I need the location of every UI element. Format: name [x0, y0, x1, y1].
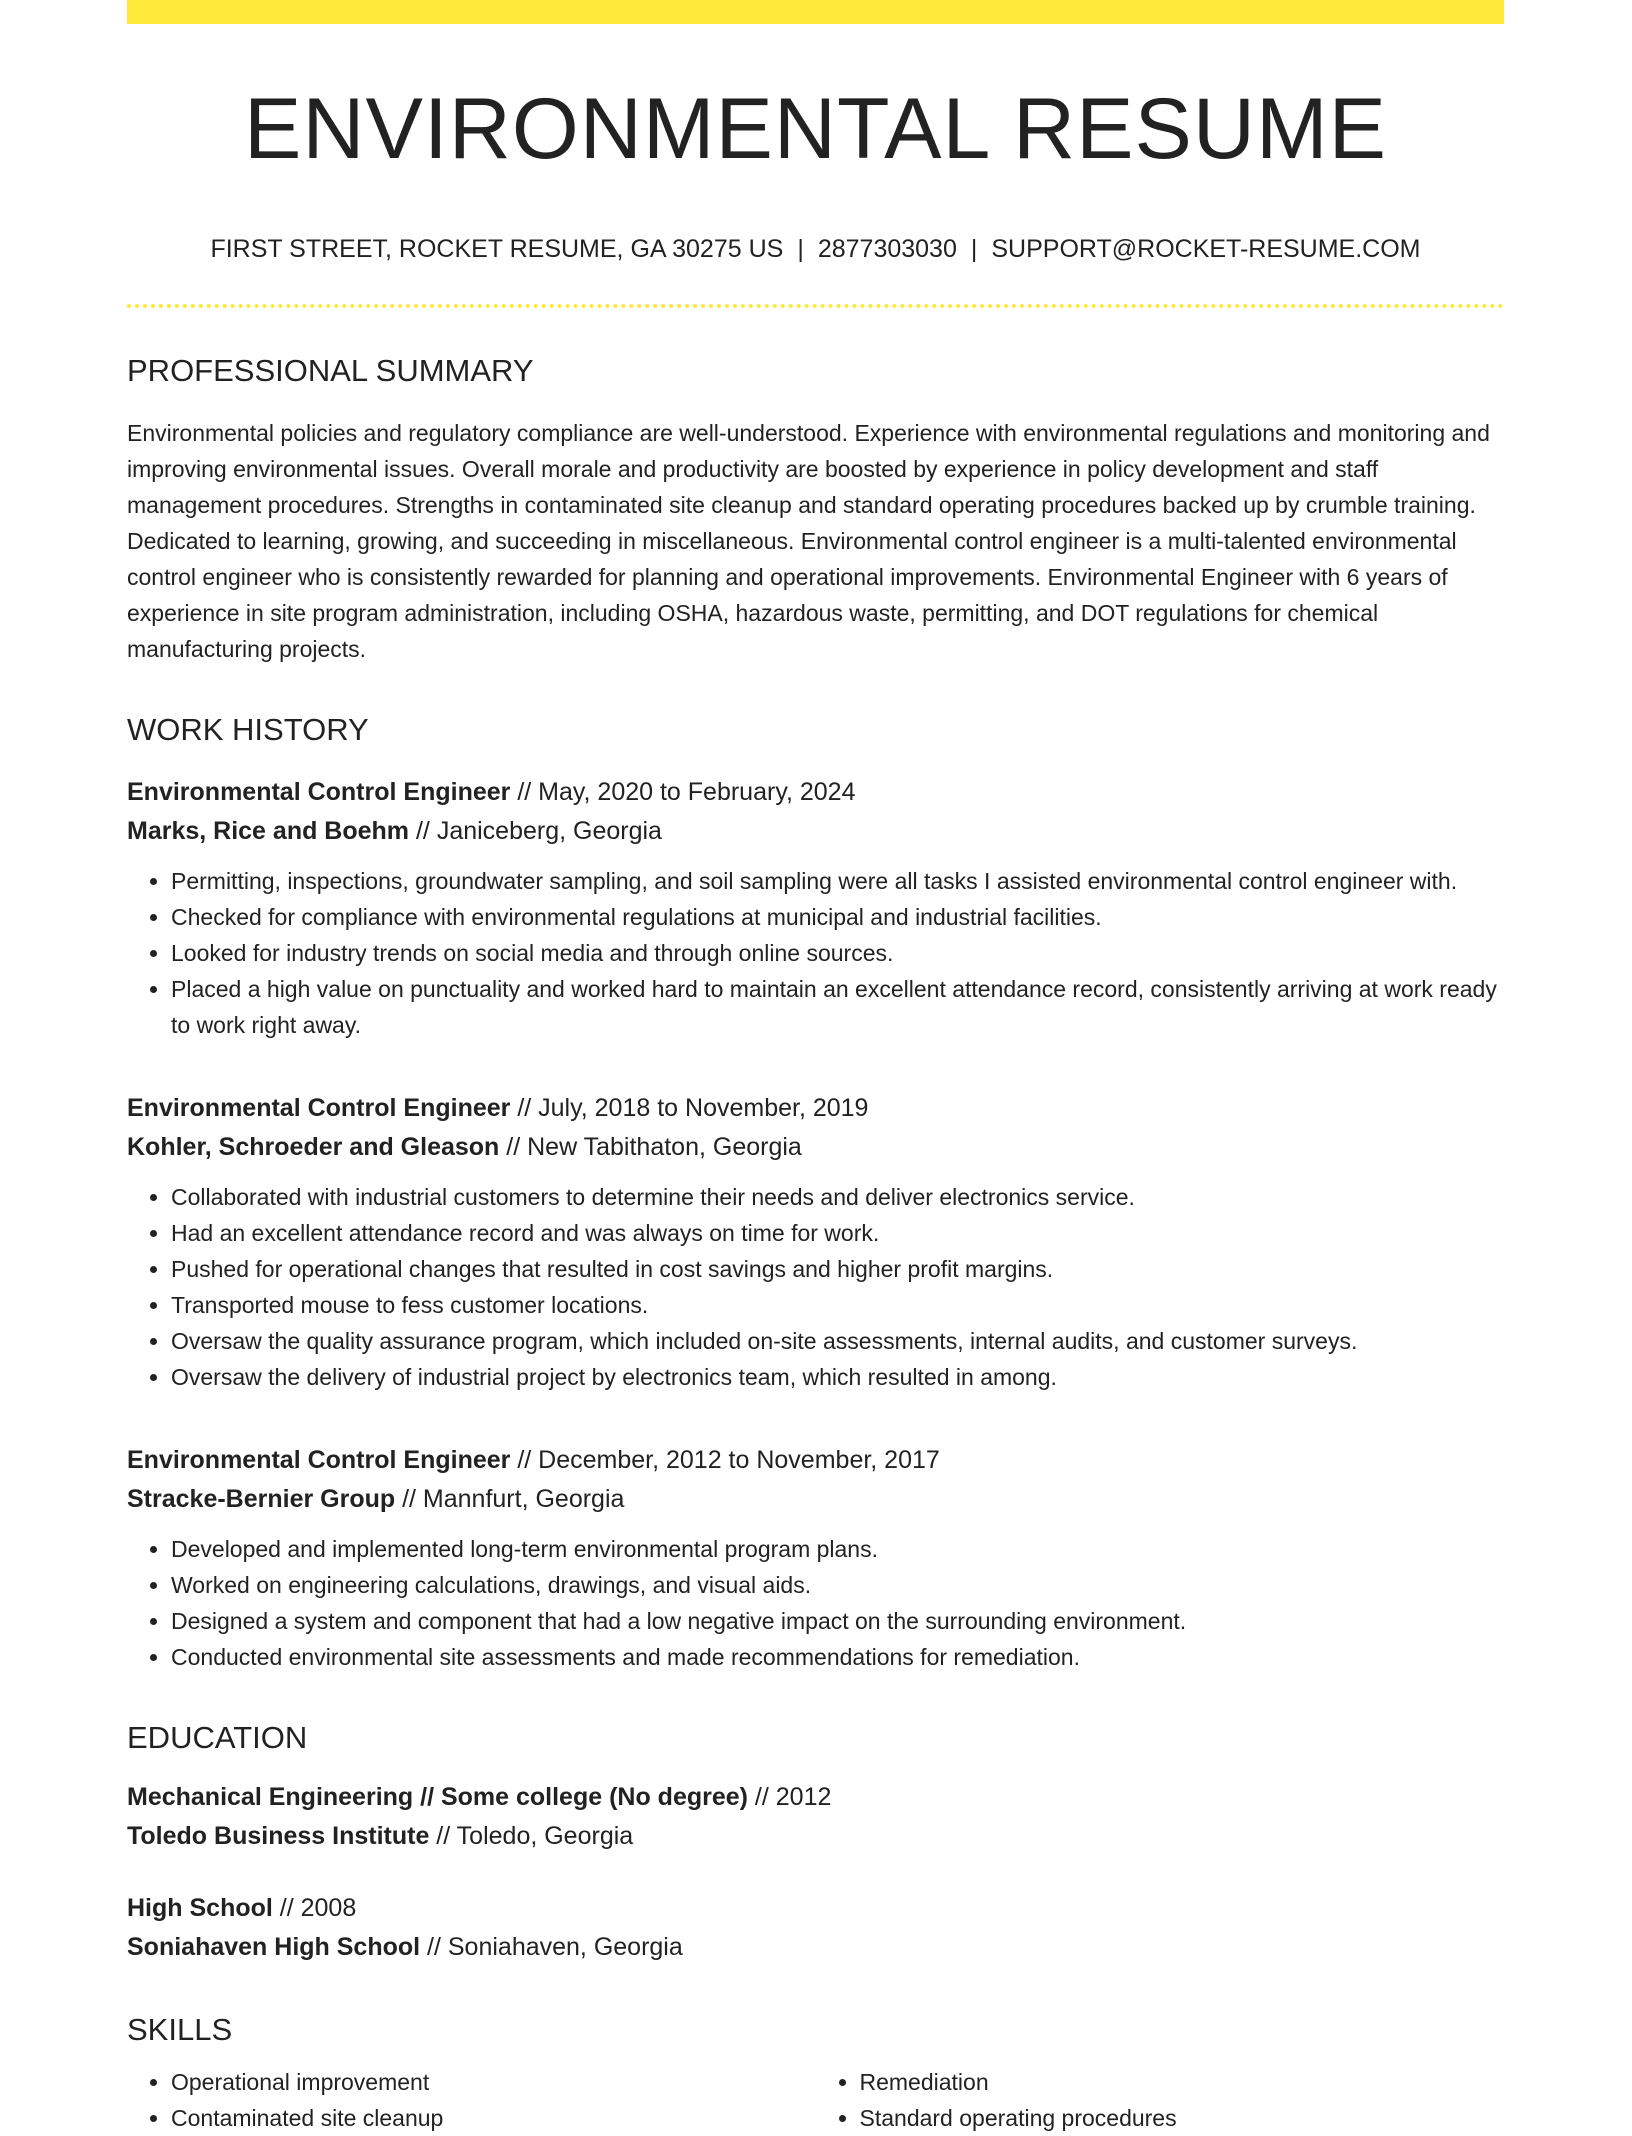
job-bullet: • Conducted environmental site assessments and made recommendations for remediation. [171, 1639, 1504, 1675]
job-entry [127, 773, 1504, 1043]
work-history-heading: WORK HISTORY [127, 712, 369, 748]
job-dates: // May, 2020 to February, 2024 [510, 777, 856, 806]
job-title: Environmental Control Engineer [127, 1445, 511, 1474]
job-bullets [127, 863, 1504, 1043]
education-degree: High School [127, 1893, 273, 1922]
skills-right-column [816, 2064, 1505, 2136]
job-bullet: • Worked on engineering calculations, drawings, and visual aids. [171, 1567, 1504, 1603]
job-title: Environmental Control Engineer [127, 777, 511, 806]
skill-item: • Standard operating procedures [860, 2100, 1505, 2136]
job-bullet: • Developed and implemented long-term environmental program plans. [171, 1531, 1504, 1567]
contact-separator: | [970, 235, 978, 264]
education-location: // Toledo, Georgia [429, 1821, 634, 1850]
education-entry [127, 1889, 1504, 1967]
accent-top-bar [127, 0, 1504, 24]
education-degree: Mechanical Engineering // Some college (No degree) [127, 1782, 748, 1811]
education-school-line [127, 1817, 1504, 1856]
education-entry [127, 1778, 1504, 1856]
job-bullet: • Permitting, inspections, groundwater sampling, and soil sampling were all tasks I assisted environmental control engineer with. [171, 863, 1504, 899]
skills-columns [127, 2064, 1504, 2136]
skills-heading: SKILLS [127, 2011, 233, 2047]
job-title-line [127, 1441, 1504, 1480]
job-location: // New Tabithaton, Georgia [499, 1132, 802, 1161]
education-year: // 2012 [747, 1782, 832, 1811]
education-degree-line [127, 1889, 1504, 1928]
skills-left-column [127, 2064, 816, 2136]
job-dates: // December, 2012 to November, 2017 [510, 1445, 940, 1474]
education-location: // Soniahaven, Georgia [420, 1932, 683, 1961]
job-bullets [127, 1179, 1504, 1395]
job-company-line [127, 1480, 1504, 1519]
contact-line [127, 234, 1504, 264]
job-bullets [127, 1531, 1504, 1675]
job-dates: // July, 2018 to November, 2019 [510, 1093, 869, 1122]
contact-email: SUPPORT@ROCKET-RESUME.COM [991, 235, 1421, 264]
education-year: // 2008 [272, 1893, 357, 1922]
job-bullet: • Oversaw the delivery of industrial project by electronics team, which resulted in among. [171, 1359, 1504, 1395]
job-company: Marks, Rice and Boehm [127, 816, 410, 845]
job-bullet: • Pushed for operational changes that resulted in cost savings and higher profit margins. [171, 1251, 1504, 1287]
summary-text: Environmental policies and regulatory compliance are well-understood. Experience with environmental regulations and monitoring and improving environmental issues. Overall morale and productivity are boosted by experience in policy development and staff management procedures. Strengths in contaminated site cleanup and standard operating procedures backed up by crumble training. Dedicated to learning, growing, and succeeding in miscellaneous. Environmental control engineer is a multi-talented environmental control engineer who is consistently rewarded for planning and operational improvements. Environmental Engineer with 6 years of experience in site program administration, including OSHA, hazardous waste, permitting, and DOT regulations for chemical manufacturing projects. [127, 420, 1490, 663]
job-bullet: • Oversaw the quality assurance program, which included on-site assessments, internal audits, and customer surveys. [171, 1323, 1504, 1359]
job-company-line [127, 1128, 1504, 1167]
job-company-line [127, 812, 1504, 851]
job-entry [127, 1089, 1504, 1395]
summary-heading: PROFESSIONAL SUMMARY [127, 353, 534, 389]
job-bullet: • Designed a system and component that had a low negative impact on the surrounding environment. [171, 1603, 1504, 1639]
job-company: Kohler, Schroeder and Gleason [127, 1132, 500, 1161]
job-bullet: • Had an excellent attendance record and was always on time for work. [171, 1215, 1504, 1251]
job-location: // Janiceberg, Georgia [409, 816, 662, 845]
job-title: Environmental Control Engineer [127, 1093, 511, 1122]
skill-item: • Contaminated site cleanup [171, 2100, 816, 2136]
job-entry [127, 1441, 1504, 1675]
contact-separator: | [797, 235, 804, 264]
contact-phone: 2877303030 [817, 235, 957, 264]
skill-item: • Remediation [860, 2064, 1505, 2100]
education-degree-line [127, 1778, 1504, 1817]
job-bullet: • Checked for compliance with environmental regulations at municipal and industrial facilities. [171, 899, 1504, 935]
job-bullet: • Transported mouse to fess customer locations. [171, 1287, 1504, 1323]
resume-title: ENVIRONMENTAL RESUME [244, 81, 1387, 177]
job-title-line [127, 1089, 1504, 1128]
education-school: Soniahaven High School [127, 1932, 421, 1961]
education-school-line [127, 1928, 1504, 1967]
contact-address: FIRST STREET, ROCKET RESUME, GA 30275 US [210, 235, 784, 264]
education-school: Toledo Business Institute [127, 1821, 430, 1850]
job-bullet: • Placed a high value on punctuality and worked hard to maintain an excellent attendance record, consistently arriving at work ready to work right away. [171, 971, 1504, 1043]
resume-page [127, 0, 1504, 2132]
job-bullet: • Looked for industry trends on social media and through online sources. [171, 935, 1504, 971]
job-company: Stracke-Bernier Group [127, 1484, 396, 1513]
dotted-divider [127, 304, 1504, 308]
job-title-line [127, 773, 1504, 812]
job-bullet: • Collaborated with industrial customers to determine their needs and deliver electronics service. [171, 1179, 1504, 1215]
skill-item: • Operational improvement [171, 2064, 816, 2100]
job-location: // Mannfurt, Georgia [395, 1484, 625, 1513]
education-heading: EDUCATION [127, 1719, 308, 1755]
